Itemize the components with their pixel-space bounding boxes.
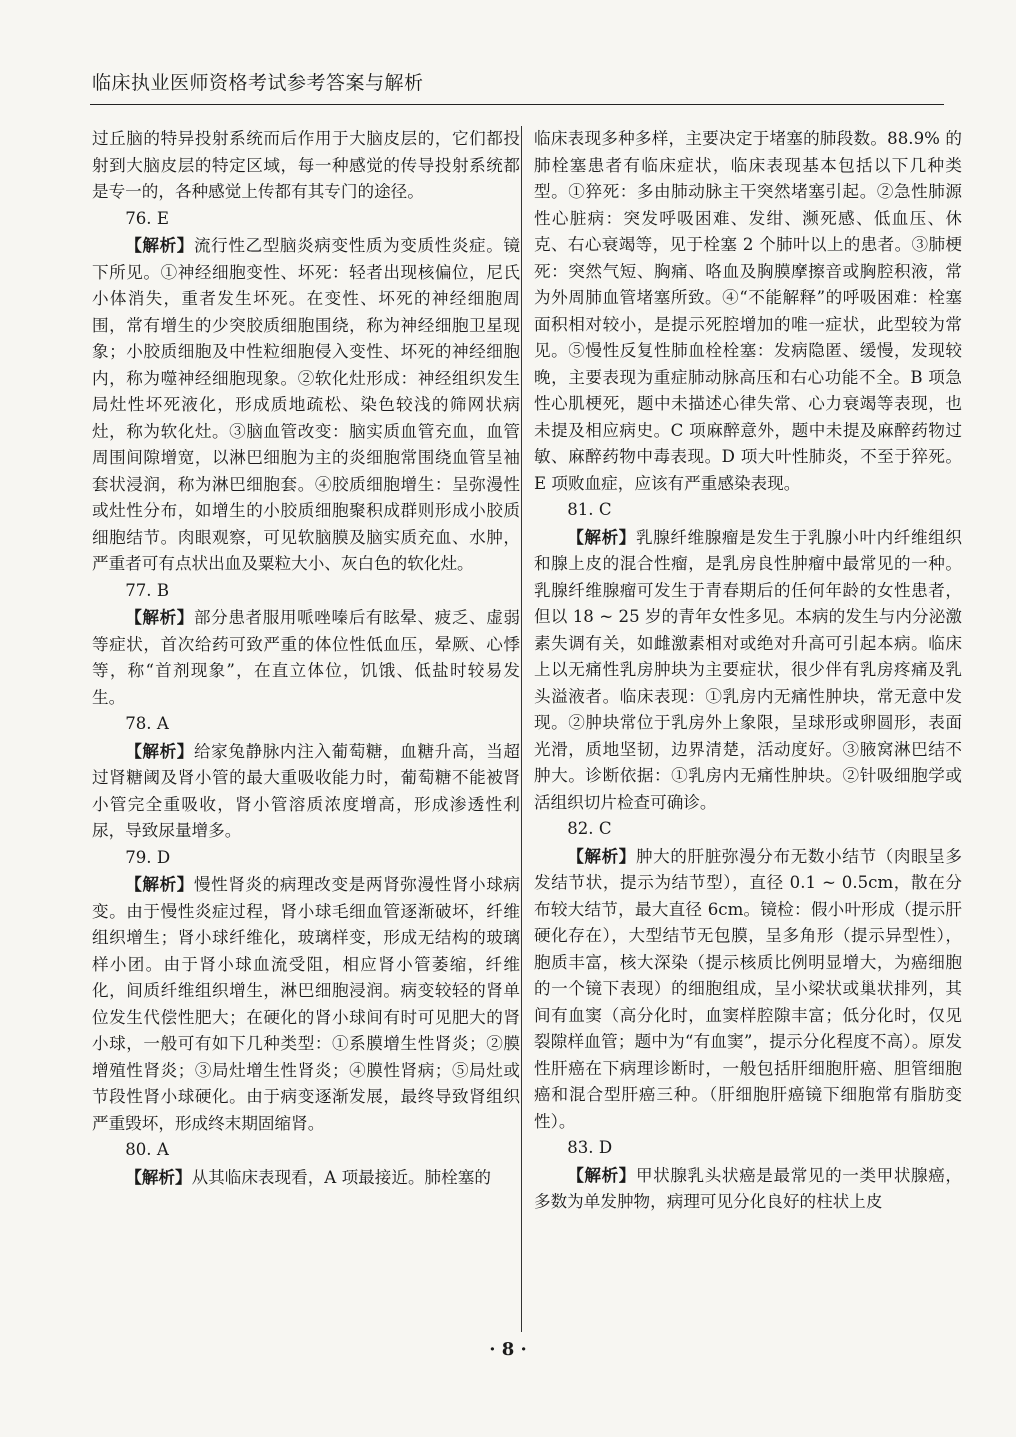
answer-82: 82. C xyxy=(567,819,612,838)
paragraph: 过丘脑的特异投射系统而后作用于大脑皮层的，它们都投射到大脑皮层的特定区域，每一种感觉的传导投射系统都是专一的，各种感觉上传都有其专门的途径。 xyxy=(92,129,520,201)
answer-81: 81. C xyxy=(567,500,612,519)
header-rule xyxy=(90,104,944,105)
explanation-text: 乳腺纤维腺瘤是发生于乳腺小叶内纤维组织和腺上皮的混合性瘤，是乳房良性肿瘤中最常见的一种。乳腺纤维腺瘤可发生于青春期后的任何年龄的女性患者，但以 18 ~ 25 岁的青年女性多见。本病的发生与内分泌激素失调有关，如雌激素相对或绝对升高可引起本病。临床上以无痛性乳房肿块为主要症状，很少伴有乳房疼痛及乳头溢液者。临床表现：①乳房内无痛性肿块，常无意中发现。②肿块常位于乳房外上象限，呈球形或卵圆形，表面光滑，质地坚韧，边界清楚，活动度好。③腋窝淋巴结不肿大。诊断依据：①乳房内无痛性肿块。②针吸细胞学或活组织切片检查可确诊。 xyxy=(534,527,963,812)
explanation-text: 给家兔静脉内注入葡萄糖，血糖升高，当超过肾糖阈及肾小管的最大重吸收能力时，葡萄糖不能被肾小管完全重吸收，肾小管溶质浓度增高，形成渗透性利尿，导致尿量增多。 xyxy=(92,741,521,840)
explanation-82 xyxy=(534,843,962,1136)
explanation-77 xyxy=(92,604,520,711)
explanation-79 xyxy=(92,871,520,1137)
explanation-text: 甲状腺乳头状癌是最常见的一类甲状腺癌，多数为单发肿物，病理可见分化良好的柱状上皮 xyxy=(534,1165,963,1211)
explanation-label: 【解析】 xyxy=(567,1164,636,1185)
answer-83: 83. D xyxy=(567,1138,613,1157)
explanation-text: 肿大的肝脏弥漫分布无数小结节（肉眼呈多发结节状，提示为结节型），直径 0.1 ~ 0.5cm，散在分布较大结节，最大直径 6cm。镜检：假小叶形成（提示肝硬化存在），大型结节无包膜，呈多角形（提示异型性），胞质丰富，核大深染（提示核质比例明显增大，为癌细胞的一个镜下表现）的细胞组成，呈小梁状或巢状排列，其间有血窦（高分化时，血窦样腔隙丰富；低分化时，仅见裂隙样血管；题中为“有血窦”，提示分化程度不高）。原发性肝癌在下病理诊断时，一般包括肝细胞肝癌、胆管细胞癌和混合型肝癌三种。（肝细胞肝癌镜下细胞常有脂肪变性）。 xyxy=(534,846,963,1131)
explanation-label: 【解析】 xyxy=(125,607,194,627)
right-column xyxy=(534,126,962,1216)
answer-77: 77. B xyxy=(125,580,170,600)
page-number: · 8 · xyxy=(489,1339,527,1360)
answer-79: 79. D xyxy=(125,847,171,867)
explanation-text: 从其临床表现看，A 项最接近。肺栓塞的 xyxy=(191,1167,491,1187)
answer-78: 78. A xyxy=(125,714,169,733)
explanation-label: 【解析】 xyxy=(567,845,636,866)
explanation-78 xyxy=(92,738,520,845)
explanation-text: 流行性乙型脑炎病变性质为变质性炎症。镜下所见。①神经细胞变性、坏死：轻者出现核偏位，尼氏小体消失，重者发生坏死。在变性、坏死的神经细胞周围，常有增生的少突胶质细胞围绕，称为神经细胞卫星现象；小胶质细胞及中性粒细胞侵入变性、坏死的神经细胞内，称为噬神经细胞现象。②软化灶形成：神经组织发生局灶性坏死液化，形成质地疏松、染色较浅的筛网状病灶，称为软化灶。③脑血管改变：脑实质血管充血，血管周围间隙增宽，以淋巴细胞为主的炎细胞常围绕血管呈袖套状浸润，称为淋巴细胞套。④胶质细胞增生：呈弥漫性或灶性分布，如增生的小胶质细胞聚积成群则形成小胶质细胞结节。肉眼观察，可见软脑膜及脑实质充血、水肿，严重者可有点状出血及粟粒大小、灰白色的软化灶。 xyxy=(92,236,521,573)
explanation-label: 【解析】 xyxy=(125,235,194,255)
explanation-text: 慢性肾炎的病理改变是两肾弥漫性肾小球病变。由于慢性炎症过程，肾小球毛细血管逐渐破坏，纤维组织增生；肾小球纤维化，玻璃样变，形成无结构的玻璃样小团。由于肾小球血流受阻，相应肾小管萎缩，纤维化，间质纤维组织增生，淋巴细胞浸润。病变较轻的肾单位发生代偿性肥大；在硬化的肾小球间有时可见肥大的肾小球，一般可有如下几种类型：①系膜增生性肾炎；②膜增殖性肾炎；③局灶增生性肾炎；④膜性肾病；⑤局灶或节段性肾小球硬化。由于病变逐渐发展，最终导致肾组织严重毁坏，形成终末期固缩肾。 xyxy=(92,875,521,1133)
explanation-label: 【解析】 xyxy=(125,874,194,894)
answer-80: 80. A xyxy=(125,1140,169,1159)
explanation-label: 【解析】 xyxy=(567,526,636,547)
paragraph: 临床表现多种多样，主要决定于堵塞的肺段数。88.9% 的肺栓塞患者有临床症状，临床表现基本包括以下几种类型。①猝死：多由肺动脉主干突然堵塞引起。②急性肺源性心脏病：突发呼吸困难、发绀、濒死感、低血压、休克、右心衰竭等，见于栓塞 2 个肺叶以上的患者。③肺梗死：突然气短、胸痛、咯血及胸膜摩擦音或胸腔积液，常为外周肺血管堵塞所致。④“不能解释”的呼吸困难：栓塞面积相对较小，是提示死腔增加的唯一症状，此型较为常见。⑤慢性反复性肺血栓栓塞：发病隐匿、缓慢，发现较晚，主要表现为重症肺动脉高压和右心功能不全。B 项急性心肌梗死，题中未描述心律失常、心力衰竭等表现，也未提及相应病史。C 项麻醉意外，题中未提及麻醉药物过敏、麻醉药物中毒表现。D 项大叶性肺炎，不至于猝死。E 项败血症，应该有严重感染表现。 xyxy=(534,129,962,493)
explanation-76 xyxy=(92,232,520,578)
column-divider xyxy=(521,126,522,1332)
explanation-81 xyxy=(534,524,962,817)
explanation-label: 【解析】 xyxy=(125,740,194,761)
page-header-title: 临床执业医师资格考试参考答案与解析 xyxy=(92,72,424,94)
explanation-80 xyxy=(92,1164,520,1192)
left-column xyxy=(92,126,520,1191)
explanation-83 xyxy=(534,1162,962,1216)
answer-76: 76. E xyxy=(125,208,169,228)
explanation-text: 部分患者服用哌唑嗪后有眩晕、疲乏、虚弱等症状，首次给药可致严重的体位性低血压，晕厥、心悸等，称“首剂现象”，在直立体位，饥饿、低盐时较易发生。 xyxy=(92,608,521,707)
explanation-label: 【解析】 xyxy=(125,1166,192,1187)
